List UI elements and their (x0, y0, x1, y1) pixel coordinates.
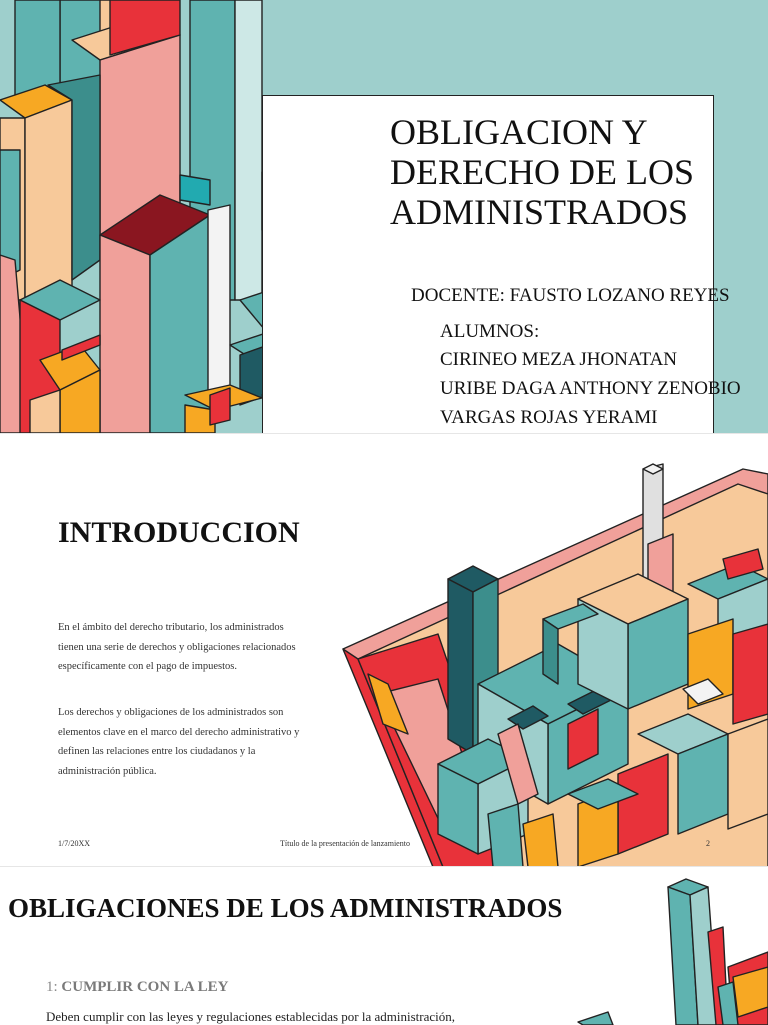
intro-paragraph: En el ámbito del derecho tributario, los administrados tienen una serie de derechos y obligaciones relacionados específicamente con el pago de impuestos. (58, 622, 296, 672)
footer-date: 1/7/20XX (58, 839, 90, 848)
obligation-title: CUMPLIR CON LA LEY (61, 979, 229, 995)
obligation-number: 1: (46, 979, 58, 995)
obligation-heading (46, 979, 229, 996)
isometric-towers-illustration (558, 867, 768, 1025)
alumnos-label: ALUMNOS: (440, 321, 540, 342)
student-name: CIRINEO MEZA JHONATAN (440, 349, 678, 370)
docente-label: DOCENTE: FAUSTO LOZANO REYES (411, 285, 730, 306)
isometric-city-box-illustration (338, 434, 768, 867)
student-name: URIBE DAGA ANTHONY ZENOBIO (440, 378, 741, 399)
presentation-title: OBLIGACION Y DERECHO DE LOS ADMINISTRADOS (390, 112, 694, 232)
footer-presentation-title: Título de la presentación de lanzamiento (280, 839, 410, 848)
student-name: VARGAS ROJAS YERAMI (440, 407, 658, 428)
slide-title: OBLIGACIONES DE LOS ADMINISTRADOS (8, 893, 563, 923)
obligation-description: Deben cumplir con las leyes y regulaciones establecidas por la administración, (46, 1009, 455, 1024)
footer-page-number: 2 (706, 839, 710, 848)
title-slide (0, 0, 768, 433)
slide-title: INTRODUCCION (58, 516, 300, 549)
intro-paragraph: Los derechos y obligaciones de los administrados son elementos clave en el marco del derecho administrativo y definen las relaciones entre los ciudadanos y la administración pública. (58, 707, 300, 777)
obligations-slide (0, 866, 768, 1025)
introduction-slide (0, 433, 768, 867)
